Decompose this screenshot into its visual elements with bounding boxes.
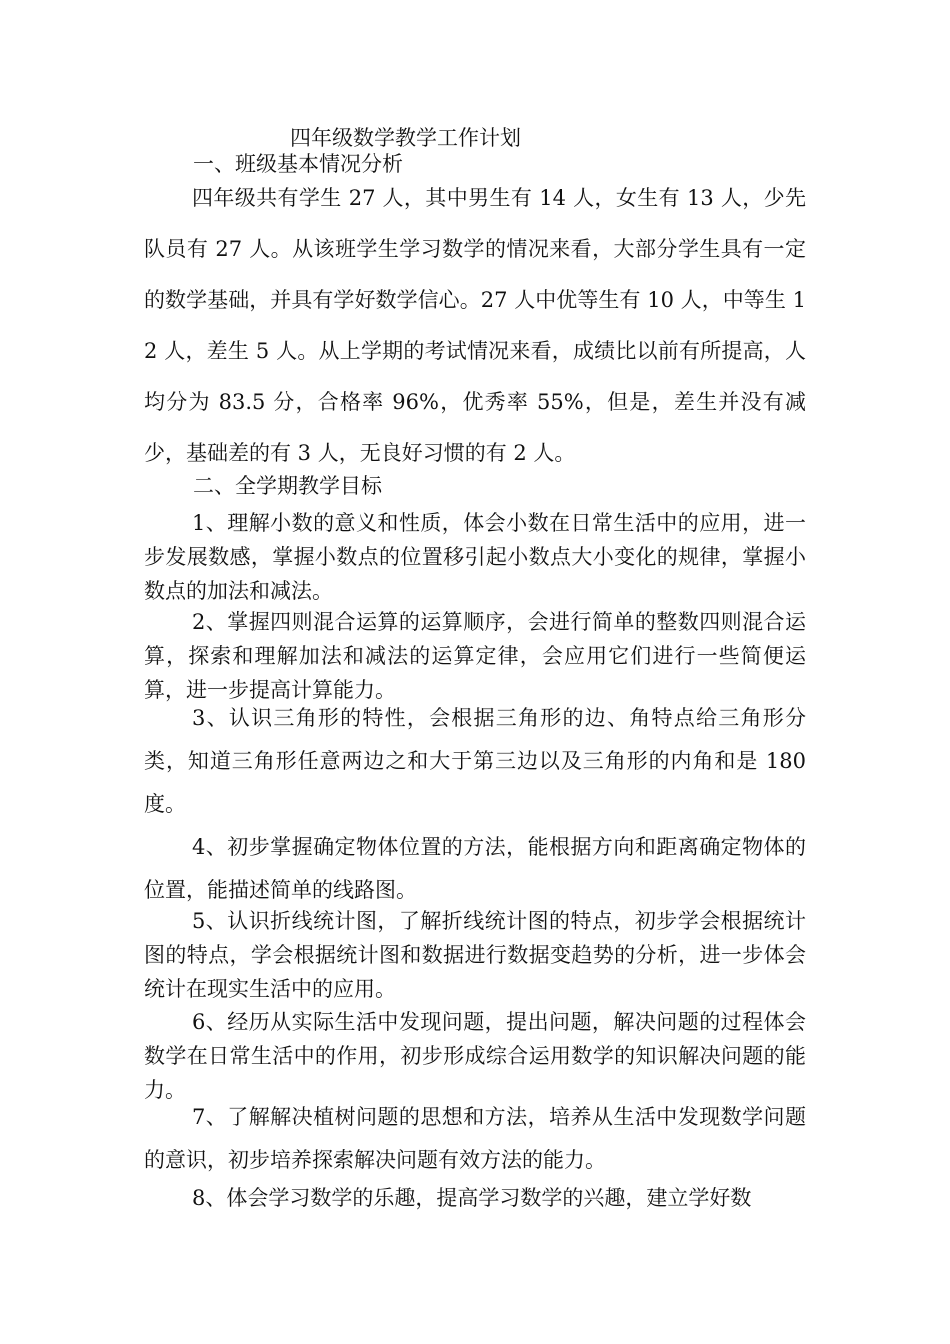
goal-item-6: 6、经历从实际生活中发现问题，提出问题，解决问题的过程体会数学在日常生活中的作用，初步形成综合运用数学的知识解决问题的能力。 — [144, 1010, 806, 1102]
goal-item-8: 8、体会学习数学的乐趣，提高学习数学的兴趣，建立学好数 — [192, 1186, 752, 1210]
goal-item-5: 5、认识折线统计图，了解折线统计图的特点，初步学会根据统计图的特点，学会根据统计图和数据进行数据变趋势的分析，进一步体会统计在现实生活中的应用。 — [144, 909, 806, 1001]
goal-item-1: 1、理解小数的意义和性质，体会小数在日常生活中的应用，进一步发展数感，掌握小数点的位置移引起小数点大小变化的规律，掌握小数点的加法和减法。 — [144, 511, 806, 603]
goal-item-3: 3、认识三角形的特性，会根据三角形的边、角特点给三角形分类，知道三角形任意两边之和大于第三边以及三角形的内角和是 180 度。 — [144, 706, 806, 816]
goal-item-7: 7、了解解决植树问题的思想和方法，培养从生活中发现数学问题的意识，初步培养探索解决问题有效方法的能力。 — [144, 1105, 806, 1172]
goal-item-2: 2、掌握四则混合运算的运算顺序，会进行简单的整数四则混合运算，探索和理解加法和减法的运算定律，会应用它们进行一些简便运算，进一步提高计算能力。 — [144, 610, 806, 702]
section-heading-teaching-goals: 二、全学期教学目标 — [193, 474, 382, 498]
document-title: 四年级数学教学工作计划 — [290, 126, 521, 150]
class-analysis-paragraph: 四年级共有学生 27 人，其中男生有 14 人，女生有 13 人，少先队员有 27 人。从该班学生学习数学的情况来看，大部分学生具有一定的数学基础，并具有学好数学信心。27 人中优等生有 10 人，中等生 12 人，差生 5 人。从上学期的考试情况来看，成绩比以前有所提高，人均分为 83.5 分，合格率 96%，优秀率 55%，但是，差生并没有减少，基础差的有 3 人，无良好习惯的有 2 人。 — [144, 186, 806, 465]
section-heading-class-analysis: 一、班级基本情况分析 — [193, 152, 403, 176]
goal-item-4: 4、初步掌握确定物体位置的方法，能根据方向和距离确定物体的位置，能描述简单的线路图。 — [144, 835, 806, 902]
